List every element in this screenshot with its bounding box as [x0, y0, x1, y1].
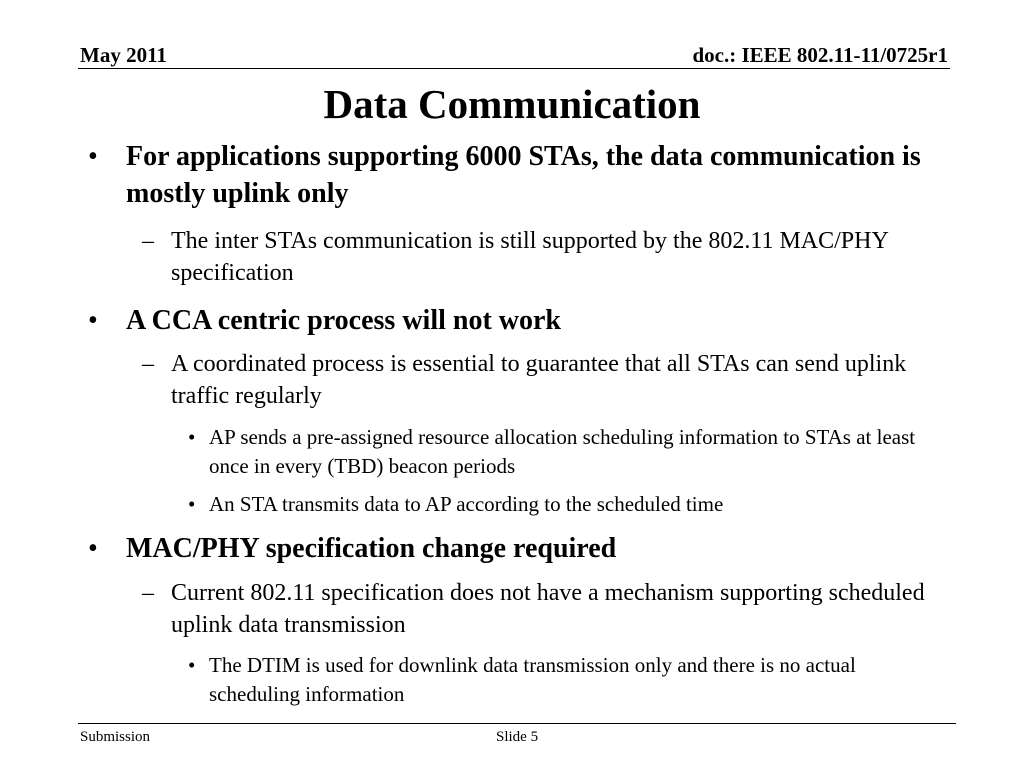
footer-slide-number: Slide 5: [496, 729, 539, 745]
dash-glyph: –: [142, 228, 154, 254]
bullet-text: For applications supporting 6000 STAs, the data communication is mostly uplink only: [126, 141, 921, 209]
sub-bullet-text: A coordinated process is essential to guarantee that all STAs can send uplink traffic regularly: [171, 351, 907, 409]
dash-glyph: –: [142, 580, 154, 606]
header-divider: [78, 68, 950, 69]
bullet-glyph: •: [188, 492, 196, 516]
sub-bullet-text: Current 802.11 specification does not have a mechanism supporting scheduled uplink data transmission: [171, 580, 925, 638]
bullet-glyph: •: [188, 653, 196, 677]
slide-title: Data Communication: [323, 81, 701, 127]
footer-divider: [78, 723, 956, 724]
dash-glyph: –: [142, 351, 154, 377]
bullet-glyph: •: [88, 533, 98, 564]
bullet-glyph: •: [88, 141, 98, 172]
header-doc-id: doc.: IEEE 802.11-11/0725r1: [692, 43, 948, 67]
bullet-glyph: •: [88, 305, 98, 336]
sub-sub-bullet-text: AP sends a pre-assigned resource allocation scheduling information to STAs at least once in every (TBD) beacon periods: [209, 425, 916, 478]
sub-sub-bullet-text: An STA transmits data to AP according to the scheduled time: [209, 492, 724, 516]
bullet-glyph: •: [188, 425, 196, 449]
sub-bullet-text: The inter STAs communication is still supported by the 802.11 MAC/PHY specification: [171, 228, 888, 286]
bullet-text: MAC/PHY specification change required: [126, 533, 617, 564]
footer-submission: Submission: [80, 729, 151, 745]
header-date: May 2011: [80, 43, 167, 67]
bullet-text: A CCA centric process will not work: [126, 305, 561, 336]
sub-sub-bullet-text: The DTIM is used for downlink data transmission only and there is no actual scheduling information: [209, 653, 856, 706]
